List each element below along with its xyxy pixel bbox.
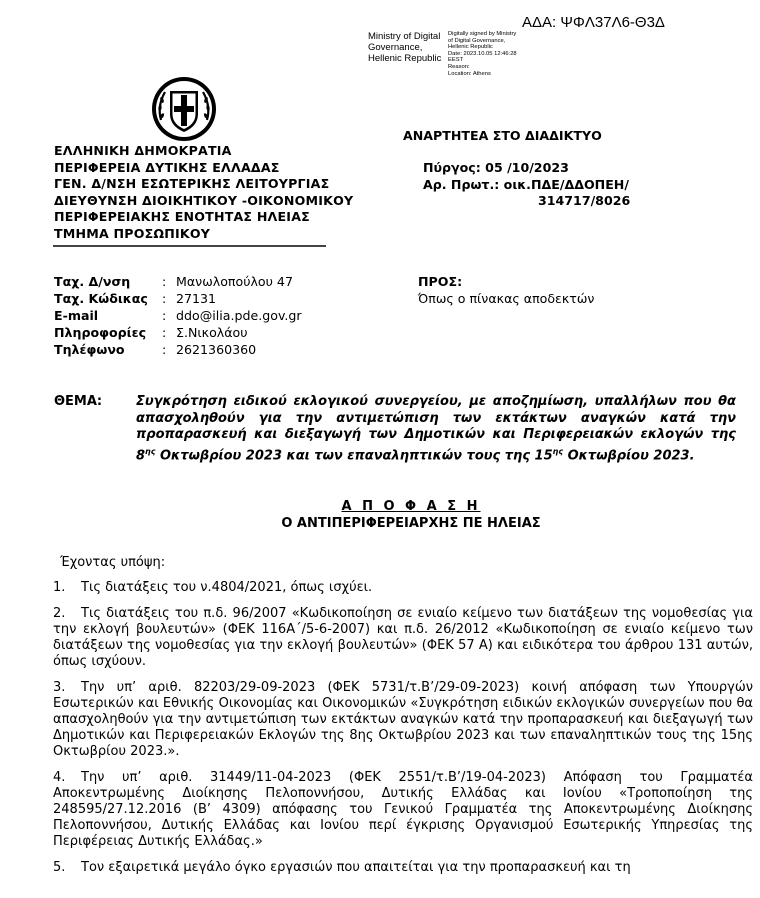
decision-heading (0, 498, 760, 532)
contact-email: ddo@ilia.pde.gov.gr (176, 308, 302, 323)
subject-label: ΘΕΜΑ: (54, 394, 103, 409)
contact-label: Τηλέφωνο (54, 342, 125, 357)
item-number: 4. (53, 770, 66, 785)
contact-row: Ταχ. Κώδικας : 27131 (54, 291, 217, 306)
issuer-line: ΠΕΡΙΦΕΡΕΙΑ ΔΥΤΙΚΗΣ ΕΛΛΑΔΑΣ (54, 159, 280, 175)
place-date: Πύργος: 05 /10/2023 (423, 160, 569, 175)
posting-notice: ΑΝΑΡΤΗΤΕΑ ΣΤΟ ΔΙΑΔΙΚΤΥΟ (403, 128, 602, 143)
contact-label: Πληροφορίες (54, 325, 147, 340)
considerations-list (53, 580, 753, 876)
contact-value: Μανωλοπούλου 47 (176, 274, 293, 289)
contact-label: E-mail (54, 308, 99, 323)
signer-line: Ministry of Digital (368, 31, 441, 42)
contact-label: Ταχ. Δ/νση (54, 274, 131, 289)
signer-line: Hellenic Republic (368, 53, 442, 64)
issuer-line: ΓΕΝ. Δ/ΝΣΗ ΕΣΩΤΕΡΙΚΗΣ ΛΕΙΤΟΥΡΓΙΑΣ (54, 176, 330, 192)
contact-row: E-mail : ddo@ilia.pde.gov.gr (54, 308, 302, 323)
contact-row: Πληροφορίες : Σ.Νικολάου (54, 325, 248, 340)
signature-detail-line: Hellenic Republic (448, 44, 493, 51)
header-divider (53, 245, 326, 247)
item-text: Τον εξαιρετικά μεγάλο όγκο εργασιών που απαιτείται για την προπαρασκευή και τη (81, 860, 631, 875)
signature-detail-line: Reason: (448, 63, 470, 70)
contact-details (54, 273, 302, 358)
contact-value: 2621360360 (176, 342, 257, 357)
item-number: 5. (53, 860, 66, 875)
signer-line: Governance, (368, 42, 423, 53)
item-number: 3. (53, 680, 66, 695)
contact-value: Σ.Νικολάου (176, 325, 248, 340)
signature-details (448, 31, 517, 77)
signature-detail-line: Location: Athens (448, 70, 491, 77)
protocol-number: 314717/8026 (538, 193, 631, 209)
recipient-block (418, 273, 594, 307)
signature-signer (368, 31, 441, 64)
signature-detail-line: of Digital Governance, (448, 37, 506, 44)
subject-part: Οκτωβρίου 2023 και των επαναληπτικών τους της 15 (155, 447, 553, 463)
issuer-header (54, 143, 353, 243)
having-regard: Έχοντας υπόψη: (60, 555, 166, 570)
list-item (53, 680, 753, 760)
subject-text (136, 394, 736, 464)
contact-row: Ταχ. Δ/νση : Μανωλοπούλου 47 (54, 274, 293, 289)
signature-detail-line: EEST (448, 57, 464, 64)
subject-part: Οκτωβρίου 2023. (563, 447, 695, 463)
issuer-line: ΤΜΗΜΑ ΠΡΟΣΩΠΙΚΟΥ (54, 225, 211, 241)
subject-part: Συγκρότηση ειδικού εκλογικού συνεργείου, με αποζημίωση, υπαλλήλων που θα απασχοληθούν για την αντιμετώπιση των εκτάκτων αναγκών κατά την προπαρασκευή και διεξαγωγή των Δημοτικών και Περιφερειακών εκλογών της 8 (136, 394, 736, 463)
issuer-line: ΕΛΛΗΝΙΚΗ ΔΗΜΟΚΡΑΤΙΑ (54, 143, 232, 158)
issuer-line: ΠΕΡΙΦΕΡΕΙΑΚΗΣ ΕΝΟΤΗΤΑΣ ΗΛΕΙΑΣ (54, 209, 310, 225)
item-text: Την υπ’ αριθ. 31449/11-04-2023 (ΦΕΚ 2551/τ.Β’/19-04-2023) Απόφαση του Γραμματέα Αποκεντρωμένης Διοίκησης Πελοποννήσου, Δυτικής Ελλάδας και Ιονίου «Τροποποίηση της 248595/27.12.2016 (Β’ 4309) απόφασης του Γενικού Γραμματέα της Αποκεντρωμένης Διοίκησης Πελοποννήσου, Δυτικής Ελλάδας και Ιονίου περί έγκρισης Οργανισμού Εσωτερικής Υπηρεσίας της Περιφέρειας Δυτικής Ελλάδας.» (53, 770, 753, 849)
protocol: Αρ. Πρωτ.: οικ.ΠΔΕ/ΔΔΟΠΕΗ/ (423, 176, 629, 192)
issuer-line: ΔΙΕΥΘΥΝΣΗ ΔΙΟΙΚΗΤΙΚΟΥ -ΟΙΚΟΝΟΜΙΚΟΥ (54, 192, 354, 208)
contact-label: Ταχ. Κώδικας (54, 291, 148, 306)
signature-detail-line: Date: 2023.10.05 12:46:28 (448, 50, 517, 57)
decision-title: Α Π Ο Φ Α Σ Η (341, 499, 481, 514)
item-text: Τις διατάξεις του π.δ. 96/2007 «Κωδικοποίηση σε ενιαίο κείμενο των διατάξεων της νομοθεσίας για την εκλογή βουλευτών» (ΦΕΚ 116Α΄/5-6-2007) και π.δ. 26/2012 «Κωδικοποίηση σε ενιαίο κείμενο των διατάξεων της νομοθεσίας για την εκλογή βουλευτών» (ΦΕΚ 57 Α) και ειδικότερα του άρθρου 131 αυτών, όπως ισχύουν. (53, 606, 753, 669)
place-date-protocol (423, 160, 630, 210)
list-item (53, 860, 753, 876)
greek-emblem-icon (151, 76, 217, 142)
list-item (53, 580, 753, 596)
list-item (53, 770, 753, 850)
item-text: Την υπ’ αριθ. 82203/29-09-2023 (ΦΕΚ 5731/τ.Β’/29-09-2023) κοινή απόφαση των Υπουργών Εσωτερικών και Εθνικής Οικονομίας και Οικονομικών «Συγκρότηση ειδικών εκλογικών συνεργείων που θα απασχοληθούν για την αντιμετώπιση των εκτάκτων αναγκών κατά την προπαρασκευή και διεξαγωγή των Δημοτικών και Περιφερειακών Εκλογών της 8ης Οκτωβρίου 2023 και των επαναληπτικών τους της 15ης Οκτωβρίου 2023.». (53, 680, 753, 759)
contact-row: Τηλέφωνο : 2621360360 (54, 342, 257, 357)
decision-subtitle: Ο ΑΝΤΙΠΕΡΙΦΕΡΕΙΑΡΧΗΣ ΠΕ ΗΛΕΙΑΣ (281, 516, 541, 531)
recipient-title: ΠΡΟΣ: (418, 274, 463, 289)
contact-value: 27131 (176, 291, 217, 306)
subject-sup: ης (145, 446, 156, 456)
item-number: 2. (53, 606, 66, 621)
list-item (53, 606, 753, 670)
item-number: 1. (53, 580, 66, 595)
subject-sup: ης (552, 446, 564, 456)
recipient-text: Όπως ο πίνακας αποδεκτών (418, 291, 595, 306)
ada-code: ΑΔΑ: ΨΦΛ37Λ6-Θ3Δ (522, 14, 665, 31)
signature-detail-line: Digitally signed by Ministry (448, 31, 517, 37)
item-text: Τις διατάξεις του ν.4804/2021, όπως ισχύει. (81, 580, 373, 595)
